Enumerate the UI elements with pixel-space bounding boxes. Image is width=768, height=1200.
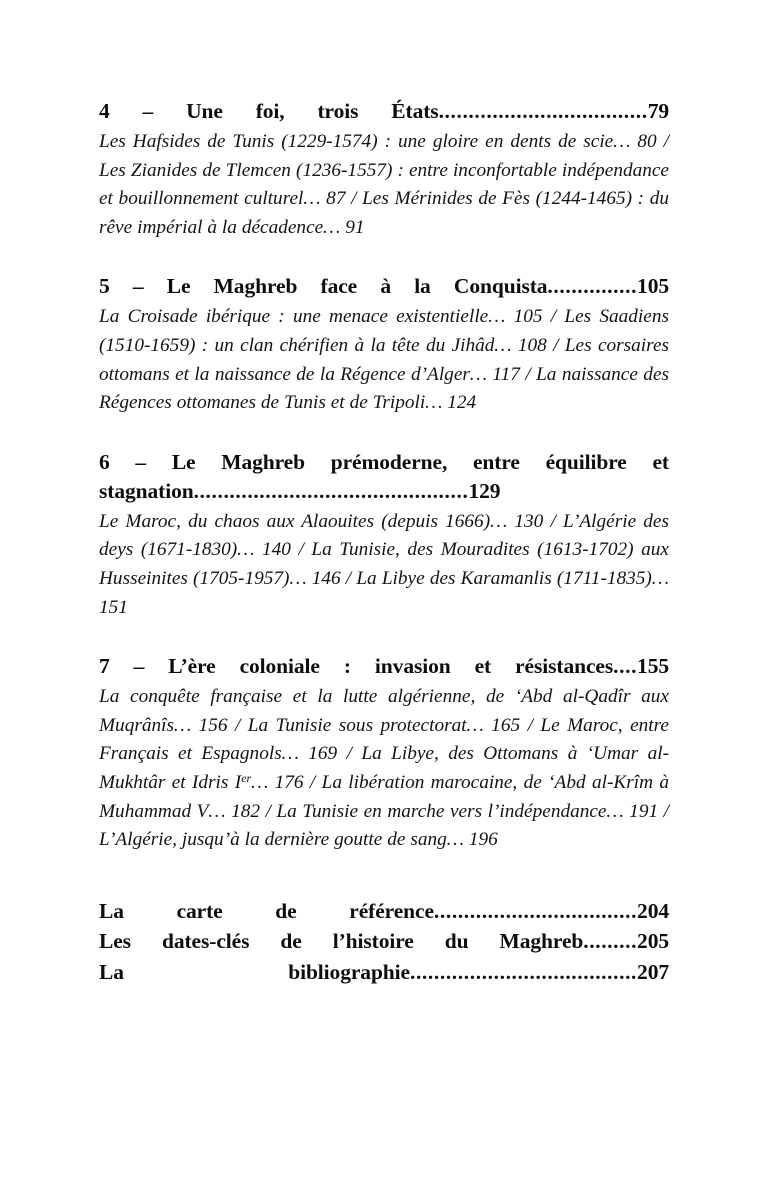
leader-dots: .................................. bbox=[433, 898, 638, 923]
backmatter-title: La bibliographie bbox=[99, 959, 410, 984]
backmatter-entries bbox=[99, 896, 669, 988]
chapter-page-number: 155 bbox=[637, 654, 669, 679]
chapter-title: 7 – L’ère coloniale : invasion et résistances bbox=[99, 654, 614, 679]
toc-chapter-entry bbox=[99, 652, 669, 855]
chapter-heading[interactable] bbox=[99, 97, 669, 126]
leader-dots: ...................................... bbox=[409, 959, 638, 984]
chapter-summary-part2: … 176 / La libération marocaine, de ‘Abd al-Krîm à Muhammad V… 182 / La Tunisie en marche vers l’indépendance… 191 / L’Algérie, jusqu’à la dernière goutte de sang… 196 bbox=[99, 771, 669, 851]
chapter-page-number: 105 bbox=[637, 274, 669, 299]
chapter-summary: La Croisade ibérique : une menace existentielle… 105 / Les Saadiens (1510-1659) : un clan chérifien à la tête du Jihâd… 108 / Les corsaires ottomans et la naissance de la Régence d’Alger… 117 / La naissance des Régences ottomanes de Tunis et de Tripoli… 124 bbox=[99, 306, 669, 414]
chapter-title: 4 – Une foi, trois États bbox=[99, 99, 439, 123]
backmatter-title: La carte de référence bbox=[99, 898, 434, 923]
leader-dots: ......... bbox=[583, 929, 638, 954]
backmatter-page-number: 207 bbox=[637, 959, 669, 984]
chapter-heading[interactable] bbox=[99, 652, 669, 681]
chapter-heading[interactable] bbox=[99, 272, 669, 301]
backmatter-entry[interactable] bbox=[99, 926, 669, 957]
chapter-summary bbox=[99, 683, 669, 855]
chapter-summary-part1: La conquête française et la lutte algérienne, de ‘Abd al-Qadîr aux Muqrânîs… 156 / La Tunisie sous protectorat… 165 / Le Maroc, entre Français et Espagnols… 169 / La Libye, des Ottomans à ‘Umar al-Mukhtâr et Idris I bbox=[99, 686, 669, 793]
chapter-title: 5 – Le Maghreb face à la Conquista bbox=[99, 274, 548, 299]
toc-chapter-entry bbox=[99, 97, 669, 242]
leader-dots: .... bbox=[613, 654, 638, 679]
ordinal-superscript: er bbox=[241, 770, 252, 785]
chapter-summary: Les Hafsides de Tunis (1229-1574) : une gloire en dents de scie… 80 / Les Zianides de Tlemcen (1236-1557) : entre inconfortable indépendance et bouillonnement culturel… 87 / Les Mérinides de Fès (1244-1465) : du rêve impérial à la décadence… 91 bbox=[99, 131, 669, 238]
chapter-heading[interactable] bbox=[99, 448, 675, 506]
chapter-page-number: 79 bbox=[647, 99, 669, 123]
toc-chapter-entry bbox=[99, 272, 669, 417]
toc-chapter-entry bbox=[99, 448, 675, 622]
backmatter-page-number: 205 bbox=[637, 929, 669, 954]
backmatter-page-number: 204 bbox=[637, 898, 669, 923]
chapter-page-number: 129 bbox=[468, 478, 501, 503]
chapter-title: 6 – Le Maghreb prémoderne, entre équilibre et stagnation bbox=[99, 449, 675, 503]
table-of-contents bbox=[99, 97, 675, 987]
backmatter-entry[interactable] bbox=[99, 896, 669, 927]
leader-dots: ............... bbox=[547, 274, 638, 299]
backmatter-entry[interactable] bbox=[99, 957, 669, 988]
leader-dots: ................................... bbox=[438, 99, 648, 123]
leader-dots: .............................................. bbox=[193, 478, 469, 503]
chapter-summary: Le Maroc, du chaos aux Alaouites (depuis 1666)… 130 / L’Algérie des deys (1671-1830)… 140 / La Tunisie, des Mouradites (1613-1702) aux Husseinites (1705-1957)… 146 / La Libye des Karamanlis (1711-1835)… 151 bbox=[99, 510, 669, 618]
backmatter-title: Les dates-clés de l’histoire du Maghreb bbox=[99, 929, 584, 954]
